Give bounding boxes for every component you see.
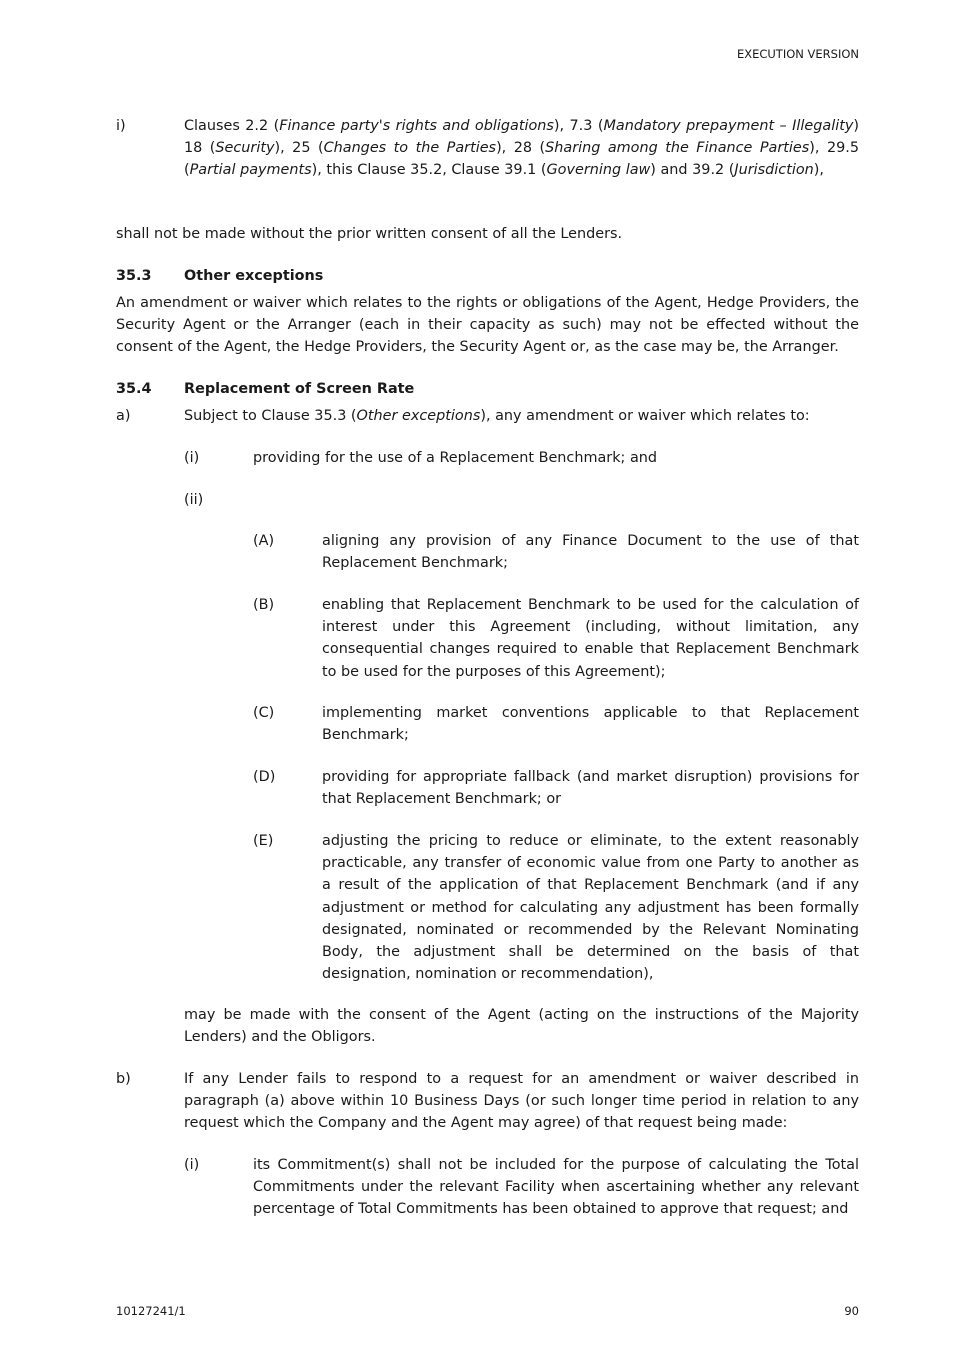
sub-item-b-i-label: (i): [184, 1157, 200, 1173]
list-item-text: implementing market conventions applicable to that Replacement Benchmark;: [322, 705, 859, 744]
document-version-header: EXECUTION VERSION: [736, 47, 859, 61]
section-title: Replacement of Screen Rate: [184, 381, 415, 397]
list-item-text: enabling that Replacement Benchmark to be used for the calculation of interest under this Agreement (including, without limitation, any consequential changes required to enable that Replacement Benchmark to be used for the purposes of this Agreement);: [322, 597, 859, 680]
paragraph-b-text: If any Lender fails to respond to a request for an amendment or waiver described in paragraph (a) above within 10 Business Days (or such longer time period in relation to any request which the Company and the Agent may agree) of that request being made:: [184, 1071, 859, 1132]
list-item-text: providing for appropriate fallback (and market disruption) provisions for that Replacement Benchmark; or: [322, 769, 859, 808]
sub-item-b-i-text: its Commitment(s) shall not be included for the purpose of calculating the Total Commitments under the relevant Facility when ascertaining whether any relevant percentage of Total Commitments has been obtained to approve that request; and: [253, 1157, 859, 1218]
sub-item-i-label: (i): [184, 450, 200, 466]
list-item-label: (C): [253, 705, 275, 721]
section-title: Other exceptions: [184, 268, 324, 284]
section-number: 35.4: [116, 381, 152, 397]
paragraph-a-label: a): [116, 408, 131, 424]
closing-paragraph: may be made with the consent of the Agent (acting on the instructions of the Majority Lenders) and the Obligors.: [184, 1007, 859, 1046]
paragraph-b-label: b): [116, 1071, 131, 1087]
page-number: 90: [844, 1304, 859, 1318]
sub-item-i-text: providing for the use of a Replacement Benchmark; and: [253, 450, 658, 466]
list-item-label: (B): [253, 597, 275, 613]
list-item-label: (D): [253, 769, 276, 785]
item-i-text: Clauses 2.2 (Finance party's rights and obligations), 7.3 (Mandatory prepayment – Illegality) 18 (Security), 25 (Changes to the Parties), 28 (Sharing among the Finance Parties), 29.5 (Partial payments), this Clause 35.2, Clause 39.1 (Governing law) and 39.2 (Jurisdiction),: [184, 118, 860, 179]
sub-item-ii-label: (ii): [184, 492, 204, 508]
list-item-label: (E): [253, 833, 274, 849]
list-item-text: adjusting the pricing to reduce or eliminate, to the extent reasonably practicable, any transfer of economic value from one Party to another as a result of the application of that Replacement Benchmark (and if any adjustment or method for calculating any adjustment has been formally designated, nominated or recommended by the Relevant Nominating Body, the adjustment shall be determined on the basis of that designation, nomination or recommendation),: [322, 833, 859, 983]
section-number: 35.3: [116, 268, 152, 284]
list-item-label: (A): [253, 533, 275, 549]
consent-paragraph: shall not be made without the prior written consent of all the Lenders.: [116, 226, 623, 242]
section-body: An amendment or waiver which relates to the rights or obligations of the Agent, Hedge Providers, the Security Agent or the Arranger (each in their capacity as such) may not be effected without the consent of the Agent, the Hedge Providers, the Security Agent or, as the case may be, the Arranger.: [116, 295, 859, 356]
paragraph-a-text: Subject to Clause 35.3 (Other exceptions), any amendment or waiver which relates to:: [184, 408, 810, 424]
document-id: 10127241/1: [116, 1304, 186, 1318]
list-item-text: aligning any provision of any Finance Document to the use of that Replacement Benchmark;: [322, 533, 859, 572]
item-label: i): [116, 118, 126, 134]
